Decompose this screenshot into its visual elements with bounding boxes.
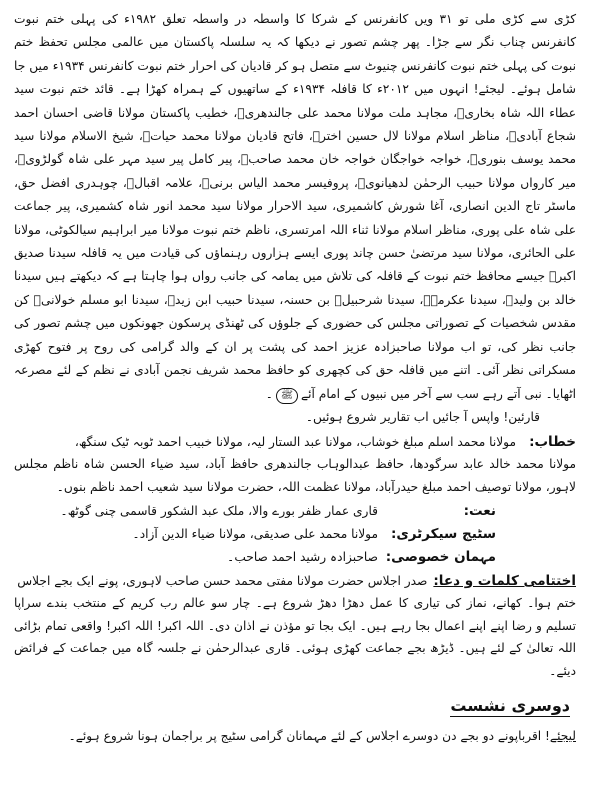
naat-value: قاری عمار ظفر بورے والا، ملک عبد الشکور قاسمی چنی گوٹھ۔ (60, 503, 378, 518)
honorific-symbol: ﷺ (276, 388, 298, 404)
closing-label: اختتامی کلمات و دعا: (433, 572, 576, 589)
special-guest-value: صاحبزادہ رشید احمد صاحب۔ (227, 549, 378, 564)
special-guest-label: مہمان خصوصی: (385, 548, 496, 565)
stage-secretary-value: مولانا محمد علی صدیقی، مولانا ضیاء الدین آزاد۔ (132, 526, 378, 541)
stage-secretary-row (14, 523, 576, 545)
naat-row (14, 500, 576, 522)
khitab-speakers: مولانا محمد خالد عابد سرگودھا، حافظ عبدالوہاب جالندھری حافظ آباد، سید ضیاء الحسن شاہ ناظم مجلس لاہور، مولانا توصیف احمد مبلغ حیدرآباد، مولانا عظمت اللہ، حضرت مولانا سید شعیب احمد ناظم بنوں۔ (14, 456, 576, 494)
khitab-first-line: مولانا محمد اسلم مبلغ خوشاب، مولانا عبد الستار لیہ، مولانا خبیب احمد ٹوبہ ٹیک سنگھ، (74, 434, 516, 449)
intro-text: کڑی سے کڑی ملی تو ۳۱ ویں کانفرنس کے شرکا کا واسطہ در واسطہ تعلق ۱۹۸۲ء کی پہلی ختم نبوت کانفرنس چناب نگر سے جڑا۔ پھر چشم تصور نے دیکھا کہ یہ سلسلہ پاکستان میں عالمی مجلس تحفظ ختم نبوت کی پہلی ختم نبوت کانفرنس چنیوٹ سے متصل ہو کر قادیان کی احرار ختم نبوت کانفرنس ۱۹۳۴ء میں جا شامل ہوئے۔ لیجئے! انہوں میں ۲۰۱۲ء کا قافلہ ۱۹۳۴ء کے ساتھیوں کے ہمراہ کھڑا ہے۔ قائد ختم نبوت سید عطاء اللہ شاہ بخاریؒ، مجاہد ملت مولانا محمد علی جالندھریؒ، خطیب پاکستان مولانا قاضی احسان احمد شجاع آبادیؒ، مناظر اسلام مولانا لال حسین اخترؒ، فاتح قادیان مولانا محمد حیاتؒ، شیخ الاسلام مولانا سید محمد یوسف بنوریؒ، خواجہ خواجگان خواجہ خان محمد صاحبؒ، پیر کامل پیر سید مہر علی شاہ گولڑویؒ، میر کارواں مولانا حبیب الرحمٰن لدھیانویؒ، پروفیسر محمد الیاس برنیؒ، علامہ اقبالؒ، چوہدری افضل حق، ماسٹر تاج الدین انصاری، آغا شورش کاشمیری، سید الاحرار مولانا سید محمد انور شاہ کشمیری، پیر جماعت علی شاہ علی پوری، مناظر اسلام مولانا ثناء اللہ امرتسری، ناظم ختم نبوت مولانا میر ابراہیم سیالکوٹی، مولانا علی الحائری، مولانا سید مرتضیٰ حسن چاند پوری ایسے ہزاروں رہنماؤں کی قیادت میں یہ قافلہ سیدنا صدیق اکبرؓ جیسے محافظ ختم نبوت کے قافلہ کی تلاش میں یمامہ کی جانب رواں ہوا چاہتا ہے کہ دیکھتے ہیں سیدنا خالد بن ولیدؓ، سیدنا عکرمہؓ، سیدنا شرحبیلؓ بن حسنہ، سیدنا حبیب ابن زیدؓ، سیدنا ابو مسلم خولانیؒ کن مقدس شخصیات کے تصوراتی مجلس کی حضوری کے جلوؤں کی ٹھنڈی پرسکون جھونکوں میں چشم تصور کی جانب نظر کی، تو اب مولانا صاحبزادہ عزیز احمد کی پشت پر ان کے والد گرامی کی روح پر فتوح کھڑی مسکراتی نظر آئی۔ اتنے میں قافلہ حق کی کچھری کو حافظ محمد شریف نجمن آبادی نے نظم کے لئے مصرعہ اٹھایا۔ نبی آتے رہے سب سے آخر میں نبیوں کے امام آئے (14, 12, 577, 401)
session-title: دوسری نشست (450, 696, 570, 716)
intro-paragraph (14, 8, 576, 406)
closing-paragraph: ختم ہوا۔ کھانے، نماز کی تیاری کا عمل دھڑا دھڑ شروع ہے۔ چار سو عالم رب کریم کے منتخب بندے سراپا تسلیم و رضا اپنے اپنے اعمال بجا رہے ہیں۔ ایک بجا تو مؤذن نے اذان دی۔ اللہ اکبر! اللہ اکبر! واقعی تمام بڑائی اللہ تعالیٰ کے لئے ہیں۔ ڈیڑھ بجے جماعت کھڑی ہوئی۔ قاری عبدالرحمٰن نے جلسہ گاہ میں جماعت کے فرائض دیئے۔ (14, 595, 576, 678)
special-guest-row (14, 546, 576, 568)
naat-label: نعت: (463, 502, 496, 519)
khitab-label: خطاب: (529, 433, 576, 450)
stage-secretary-label: سٹیج سیکرٹری: (390, 525, 496, 542)
khitab-row (14, 431, 576, 453)
session-first-word: لیجئے (549, 729, 576, 744)
lead-line: قارئین! واپس آ جائیں اب تقاریر شروع ہوئیں۔ (305, 409, 540, 424)
session-text: ! اقرباپونے دو بجے دن دوسرے اجلاس کے لئے مہمانان گرامی سٹیج پر براجمان ہونا شروع ہوئے۔ (68, 729, 550, 744)
session-paragraph (14, 725, 576, 747)
closing-row (14, 570, 576, 592)
closing-first-part: صدر اجلاس حضرت مولانا مفتی محمد حسن صاحب لاہوری، پونے ایک بجے اجلاس (17, 573, 428, 588)
intro-end: ۔ (265, 386, 273, 401)
